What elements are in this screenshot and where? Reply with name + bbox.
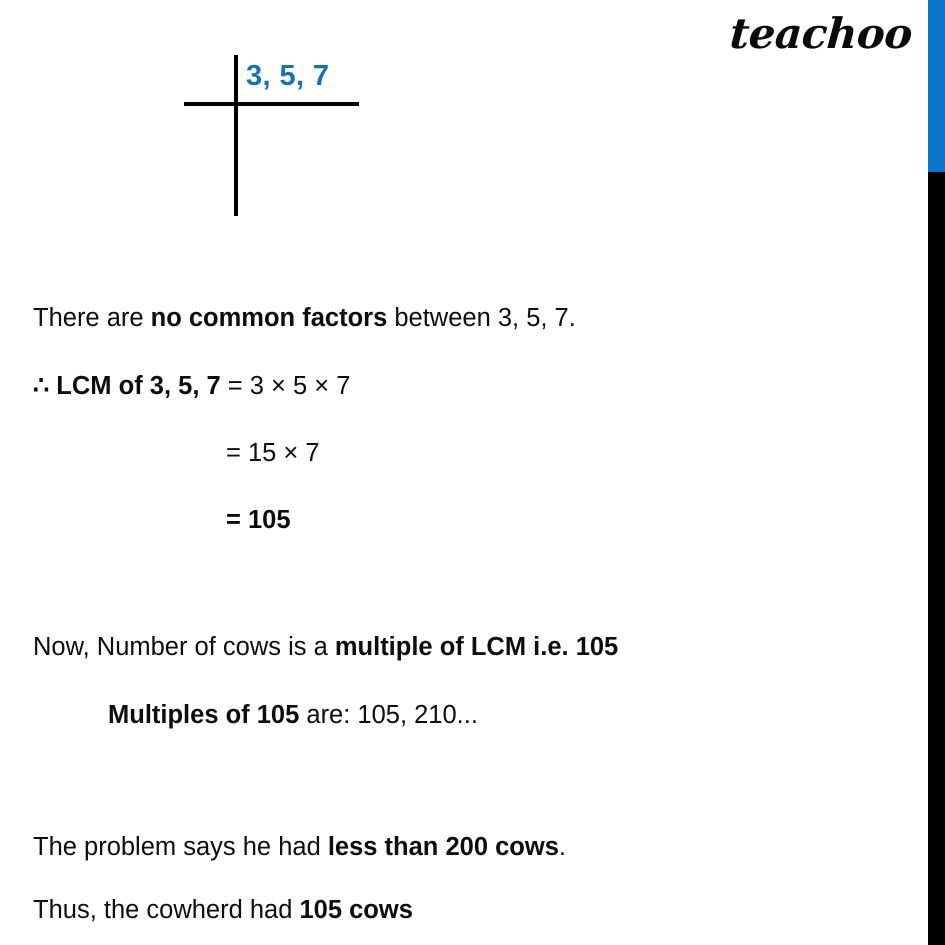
text-segment-prefix: The problem says he had <box>33 833 328 861</box>
text-lcm-statement <box>33 371 350 402</box>
right-edge-black-bar <box>928 172 945 945</box>
text-segment-prefix: Thus, the cowherd had <box>33 896 300 924</box>
text-segment-bold: Multiples of 105 <box>108 701 300 729</box>
text-conclusion <box>33 895 413 926</box>
teachoo-logo: teachoo <box>728 9 914 58</box>
text-segment-bold: less than 200 cows <box>327 833 559 861</box>
division-horizontal-line <box>184 102 359 106</box>
text-segment-bold: multiple of LCM i.e. 105 <box>334 633 619 661</box>
text-segment-suffix: are: 105, 210... <box>299 701 478 729</box>
division-numbers: 3, 5, 7 <box>246 60 330 92</box>
text-segment-prefix: Now, Number of cows is a <box>33 633 335 661</box>
text-segment-suffix: between 3, 5, 7. <box>387 304 576 332</box>
text-no-common-factors <box>33 303 576 334</box>
text-multiples-list <box>108 700 478 731</box>
text-segment-bold: no common factors <box>150 304 388 332</box>
text-less-than-200 <box>33 832 566 863</box>
text-segment-prefix: There are <box>33 304 151 332</box>
text-segment-bold: 105 cows <box>299 896 413 924</box>
text-segment-rest: = 3 × 5 × 7 <box>220 372 351 400</box>
text-segment-bold: ∴ LCM of 3, 5, 7 <box>33 372 221 400</box>
text-segment-suffix: . <box>558 833 566 861</box>
text-step-15x7: = 15 × 7 <box>226 439 320 467</box>
lcm-division-figure <box>0 0 420 240</box>
division-vertical-line <box>234 55 238 216</box>
right-edge-blue-bar <box>928 0 945 172</box>
text-cows-multiple <box>33 632 618 663</box>
text-step-105: = 105 <box>226 506 291 534</box>
